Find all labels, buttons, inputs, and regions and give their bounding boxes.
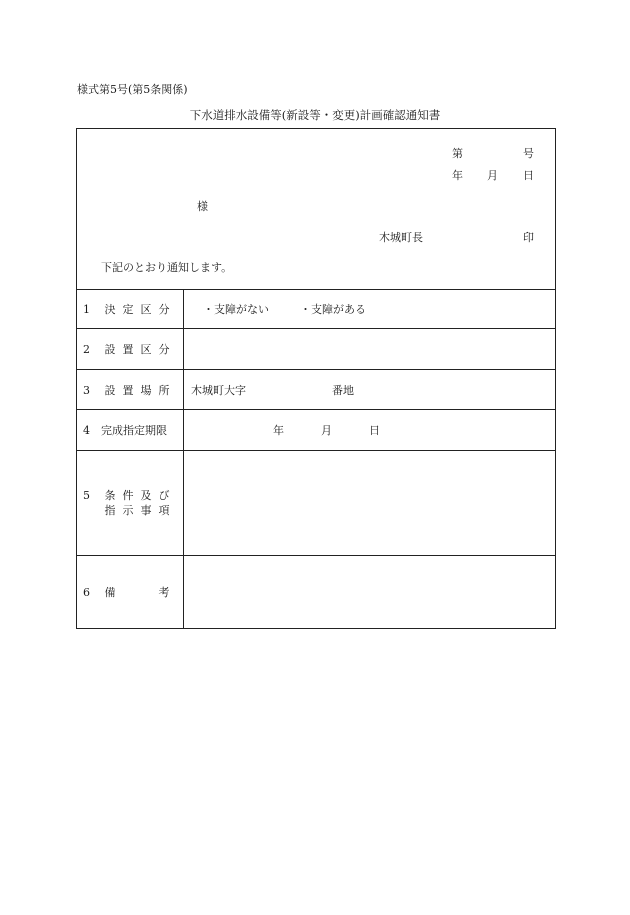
issuer-name: 木城町長 — [379, 231, 423, 244]
divider — [77, 450, 555, 451]
deadline-day: 日 — [369, 424, 380, 437]
label-char: び — [158, 489, 170, 502]
notice-form-table — [76, 128, 556, 629]
divider — [77, 409, 555, 410]
label-char: 考 — [158, 586, 170, 599]
label-text: 完成指定期限 — [101, 424, 167, 437]
divider — [77, 289, 555, 290]
row-number: 5 — [83, 489, 90, 502]
label-char: 示 — [122, 504, 134, 517]
label-char: 置 — [122, 343, 134, 356]
label-char: 置 — [122, 384, 134, 397]
label-char: 分 — [158, 343, 170, 356]
label-char: 決 — [104, 303, 116, 316]
option-obstacle: ・支障がある — [300, 303, 366, 316]
date-month: 月 — [487, 169, 498, 182]
row-number: 6 — [83, 586, 90, 599]
row-conditions-label — [83, 490, 173, 501]
row-decision-category-label — [83, 304, 173, 315]
date-day: 日 — [523, 169, 534, 182]
row-completion-deadline-label — [83, 425, 167, 436]
addressee-honorific: 様 — [197, 200, 208, 213]
label-char: 指 — [104, 504, 116, 517]
deadline-month: 月 — [321, 424, 332, 437]
divider — [77, 369, 555, 370]
label-char: 場 — [140, 384, 152, 397]
row-number: 1 — [83, 303, 90, 316]
date-year: 年 — [452, 169, 463, 182]
location-prefix: 木城町大字 — [191, 384, 246, 397]
row-number: 4 — [83, 424, 90, 437]
label-char: 所 — [158, 384, 170, 397]
label-char: 備 — [104, 586, 116, 599]
label-char: 件 — [122, 489, 134, 502]
label-char: 及 — [140, 489, 152, 502]
label-char: 区 — [140, 343, 152, 356]
location-suffix: 番地 — [332, 384, 354, 397]
label-char: 分 — [158, 303, 170, 316]
form-number-label: 様式第5号(第5条関係) — [77, 83, 188, 96]
option-no-obstacle: ・支障がない — [203, 303, 269, 316]
deadline-year: 年 — [273, 424, 284, 437]
label-char: 項 — [158, 504, 170, 517]
label-char: 条 — [104, 489, 116, 502]
label-char: 事 — [140, 504, 152, 517]
row-installation-location-label — [83, 385, 173, 396]
document-title: 下水道排水設備等(新設等・変更)計画確認通知書 — [189, 108, 441, 122]
row-number: 3 — [83, 384, 90, 397]
label-char: 定 — [122, 303, 134, 316]
divider — [77, 555, 555, 556]
number-suffix: 号 — [523, 147, 534, 160]
intro-text: 下記のとおり通知します。 — [101, 261, 233, 274]
label-char: 設 — [104, 343, 116, 356]
column-divider — [183, 289, 184, 628]
label-char: 設 — [104, 384, 116, 397]
label-char: 区 — [140, 303, 152, 316]
seal-mark: 印 — [523, 231, 534, 244]
row-remarks-label — [83, 587, 173, 598]
number-prefix: 第 — [452, 147, 463, 160]
row-installation-category-label — [83, 344, 173, 355]
row-instructions-label — [83, 505, 173, 516]
divider — [77, 328, 555, 329]
row-number: 2 — [83, 343, 90, 356]
